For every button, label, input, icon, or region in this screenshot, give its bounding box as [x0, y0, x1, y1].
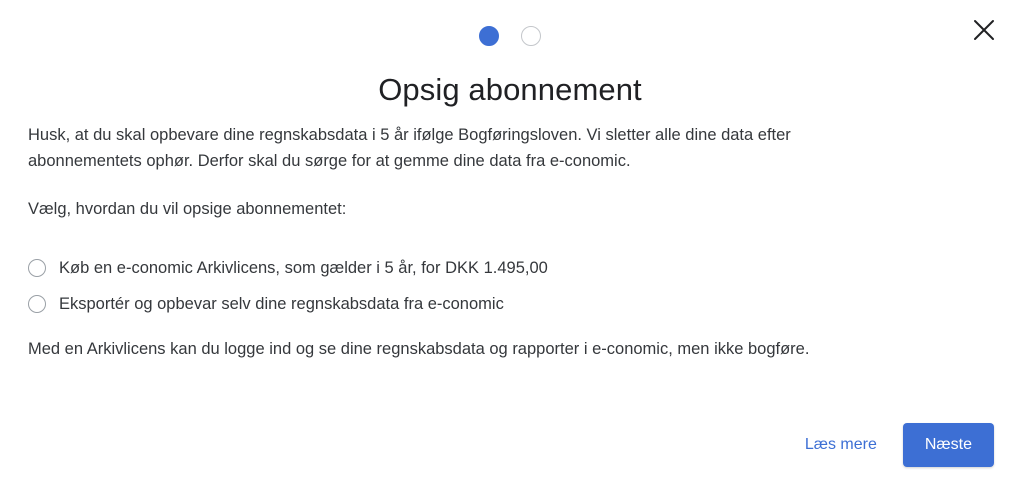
dialog-content	[28, 122, 992, 379]
step-indicator	[0, 26, 1020, 46]
radio-export-data[interactable]	[28, 295, 46, 313]
option-archive-license-label: Køb en e-conomic Arkivlicens, som gælder i 5 år, for DKK 1.495,00	[59, 259, 548, 277]
option-export-data-label: Eksportér og opbevar selv dine regnskabsdata fra e-conomic	[59, 295, 504, 313]
choose-prompt-text: Vælg, hvordan du vil opsige abonnementet:	[28, 200, 347, 218]
options-group	[28, 250, 992, 322]
next-button[interactable]: Næste	[903, 423, 994, 467]
radio-archive-license[interactable]	[28, 259, 46, 277]
footnote-text: Med en Arkivlicens kan du logge ind og se dine regnskabsdata og rapporter i e-conomic, men ikke bogføre.	[28, 340, 810, 358]
option-export-data[interactable]	[28, 286, 992, 322]
step-dot-2[interactable]	[521, 26, 541, 46]
step-dot-1[interactable]	[479, 26, 499, 46]
page-title: Opsig abonnement	[378, 72, 642, 107]
read-more-link[interactable]: Læs mere	[804, 436, 877, 453]
option-archive-license[interactable]	[28, 250, 992, 286]
intro-text: Husk, at du skal opbevare dine regnskabsdata i 5 år ifølge Bogføringsloven. Vi sletter alle dine data efter abonnementets ophør. Derfor skal du sørge for at gemme dine data fra e-conomic.	[28, 126, 791, 170]
dialog-footer	[805, 423, 994, 467]
